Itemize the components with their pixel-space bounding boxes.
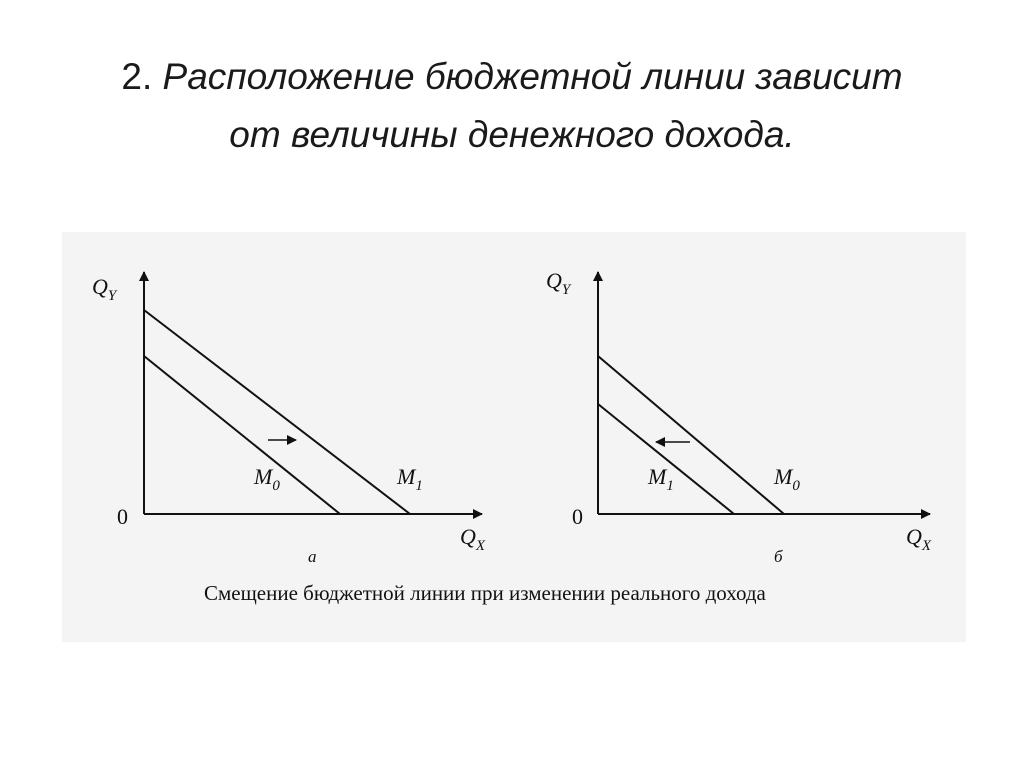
figure-svg [62,232,966,642]
panel-a-label-m1: $M_1$ [397,464,423,494]
panel-b-y-axis-label: $Q_Y$ [546,268,571,298]
panel-a-y-axis-label: $Q_Y$ [92,274,117,304]
title-line-1 [40,48,984,106]
title-prefix: 2. [121,56,163,97]
panel-a-origin-label: 0 [117,504,128,529]
panel-b-x-axis-label: $Q_X$ [906,524,932,554]
budget-line-figure [62,232,966,642]
panel-a-label-m0: $M_0$ [254,464,280,494]
panel-a-x-axis-label: $Q_X$ [460,524,486,554]
panel-b [546,268,932,566]
panel-b-label-m0: $M_0$ [774,464,800,494]
panel-b-budget-line-m1 [598,404,734,514]
panel-b-budget-line-m0 [598,356,784,514]
figure-caption: Смещение бюджетной линии при изменении реального дохода [204,581,766,605]
panel-a-letter: а [308,547,317,566]
panel-b-letter: б [774,547,783,566]
panel-a [92,272,486,566]
title-text-1: Расположение бюджетной линии зависит [162,56,903,97]
title-line-2: от величины денежного дохода. [229,114,795,155]
panel-b-label-m1: $M_1$ [648,464,674,494]
panel-b-origin-label: 0 [572,504,583,529]
slide-title [40,48,984,164]
panel-a-budget-line-m0 [144,356,340,514]
